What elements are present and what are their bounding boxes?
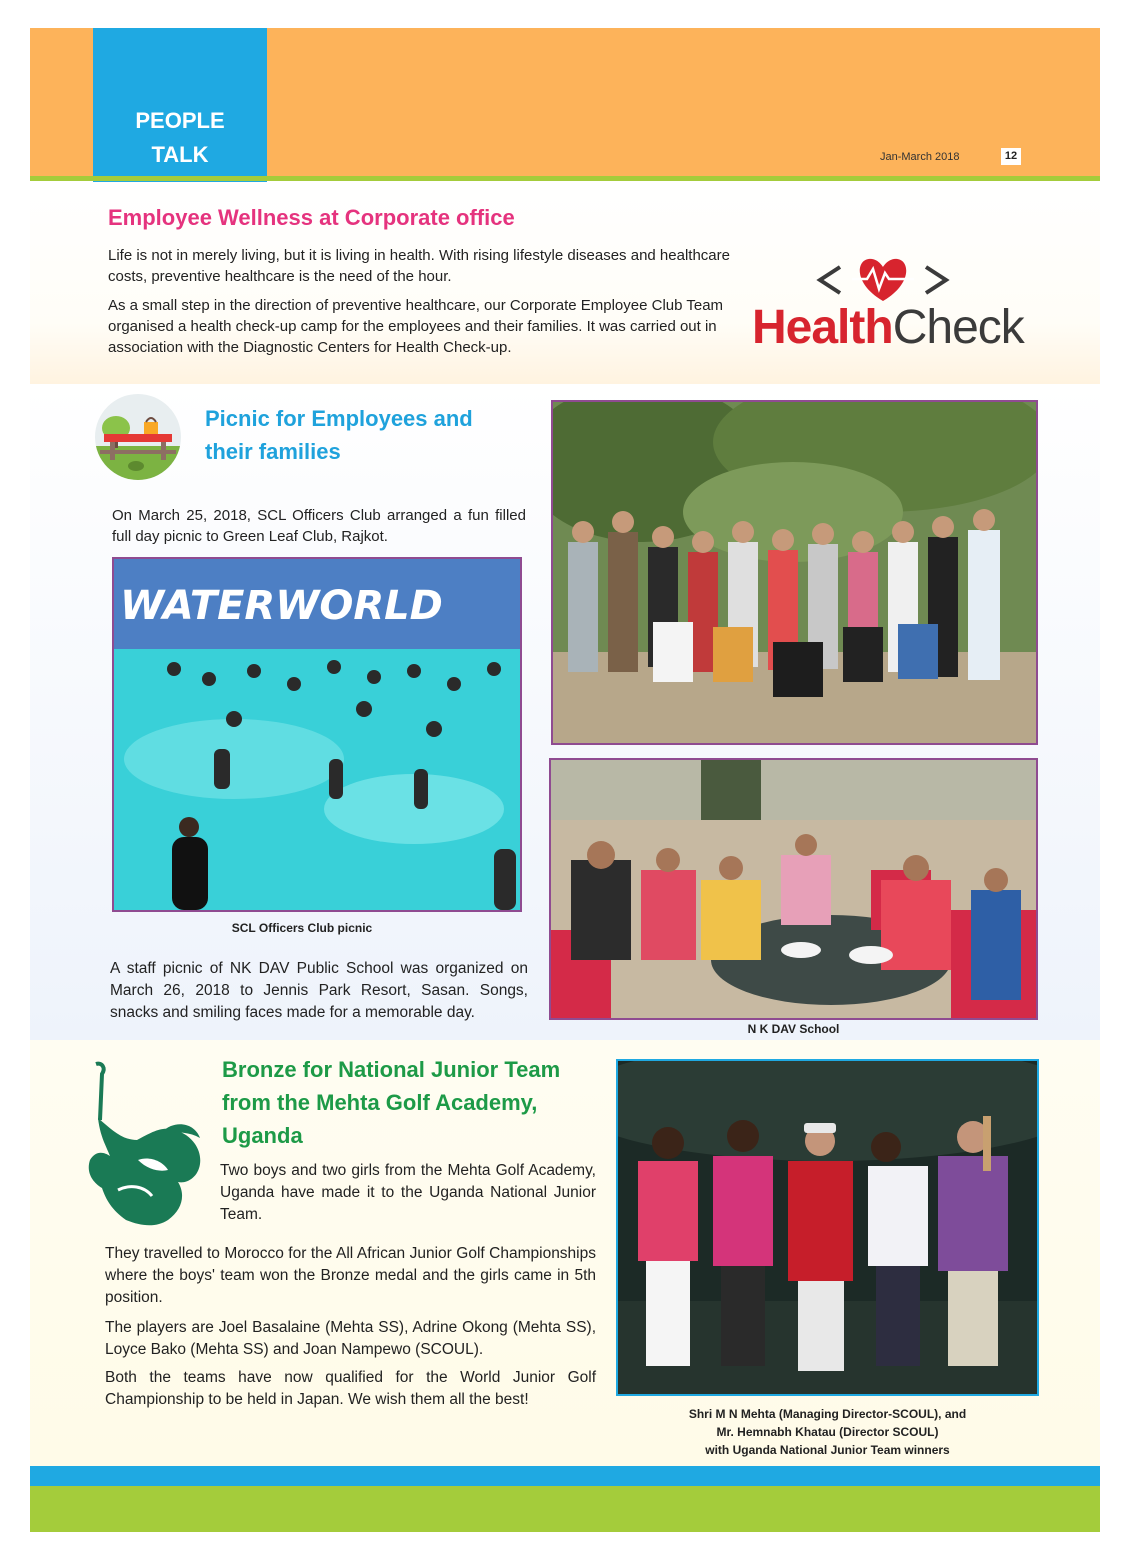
page-number: 12 xyxy=(1001,148,1021,165)
dining-photo-image xyxy=(551,760,1036,1018)
footer-green-band xyxy=(30,1486,1100,1532)
golf-paragraph-1: Two boys and two girls from the Mehta Golf Academy, Uganda have made it to the Uganda National Junior Team. xyxy=(220,1162,596,1223)
group-photo-image xyxy=(553,402,1036,743)
golf-paragraph-3: The players are Joel Basalaine (Mehta SS), Adrine Okong (Mehta SS), Loyce Bako (Mehta SS) and Joan Nampewo (SCOUL). xyxy=(105,1319,596,1358)
picnic-paragraph-2: A staff picnic of NK DAV Public School was organized on March 26, 2018 to Jennis Park Resort, Sasan. Songs, snacks and smiling faces made for a memorable day. xyxy=(110,960,528,1021)
issue-date: Jan-March 2018 xyxy=(880,151,960,163)
golfer-icon xyxy=(82,1060,217,1230)
wellness-paragraph-2: As a small step in the direction of preventive healthcare, our Corporate Employee Club Team organised a health check-up camp for the employees and their families. It was carried out in association with the Diagnostic Centers for Health Check-up. xyxy=(108,297,724,356)
wellness-heading: Employee Wellness at Corporate office xyxy=(108,205,515,230)
golf-heading: Bronze for National Junior Team from the Mehta Golf Academy, Uganda xyxy=(222,1057,561,1148)
caption-golf-line3: with Uganda National Junior Team winners xyxy=(705,1443,950,1457)
healthcheck-wordmark xyxy=(752,302,1024,354)
picnic-paragraph-1: On March 25, 2018, SCL Officers Club arranged a fun filled full day picnic to Green Leaf Club, Rajkot. xyxy=(112,507,526,545)
golf-paragraph-4: Both the teams have now qualified for the World Junior Golf Championship to be held in Japan. We wish them all the best! xyxy=(105,1369,596,1408)
caption-golf-line2: Mr. Hemnabh Khatau (Director SCOUL) xyxy=(716,1425,939,1439)
footer-blue-band xyxy=(30,1466,1100,1486)
wellness-paragraph-1: Life is not in merely living, but it is living in health. With rising lifestyle diseases and healthcare costs, preventive healthcare is the need of the hour. xyxy=(108,247,730,285)
picnic-heading: Picnic for Employees and their families xyxy=(205,406,473,464)
section-label-line2: TALK xyxy=(151,142,209,167)
section-tab-label xyxy=(93,104,267,172)
wordmark-health: Health xyxy=(752,301,893,354)
group-photo xyxy=(551,400,1038,745)
waterworld-sign: WATERWORLD xyxy=(120,583,443,629)
golf-paragraph-2: They travelled to Morocco for the All African Junior Golf Championships where the boys' team won the Bronze medal and the girls came in 5th position. xyxy=(105,1245,596,1306)
wordmark-check: Check xyxy=(892,301,1024,354)
picnic-table-icon xyxy=(92,394,184,480)
section-label-line1: PEOPLE xyxy=(135,108,225,133)
photo-caption-golf xyxy=(616,1405,1039,1459)
dining-photo xyxy=(549,758,1038,1020)
photo-caption-scl: SCL Officers Club picnic xyxy=(231,921,373,935)
waterworld-photo xyxy=(112,557,522,912)
header-divider xyxy=(30,176,1100,181)
waterworld-photo-image xyxy=(114,559,520,910)
caption-golf-line1: Shri M N Mehta (Managing Director-SCOUL), and xyxy=(688,1407,967,1421)
golf-team-photo-image xyxy=(618,1061,1037,1394)
photo-caption-dav: N K DAV School xyxy=(747,1022,840,1036)
golf-team-photo xyxy=(616,1059,1039,1396)
